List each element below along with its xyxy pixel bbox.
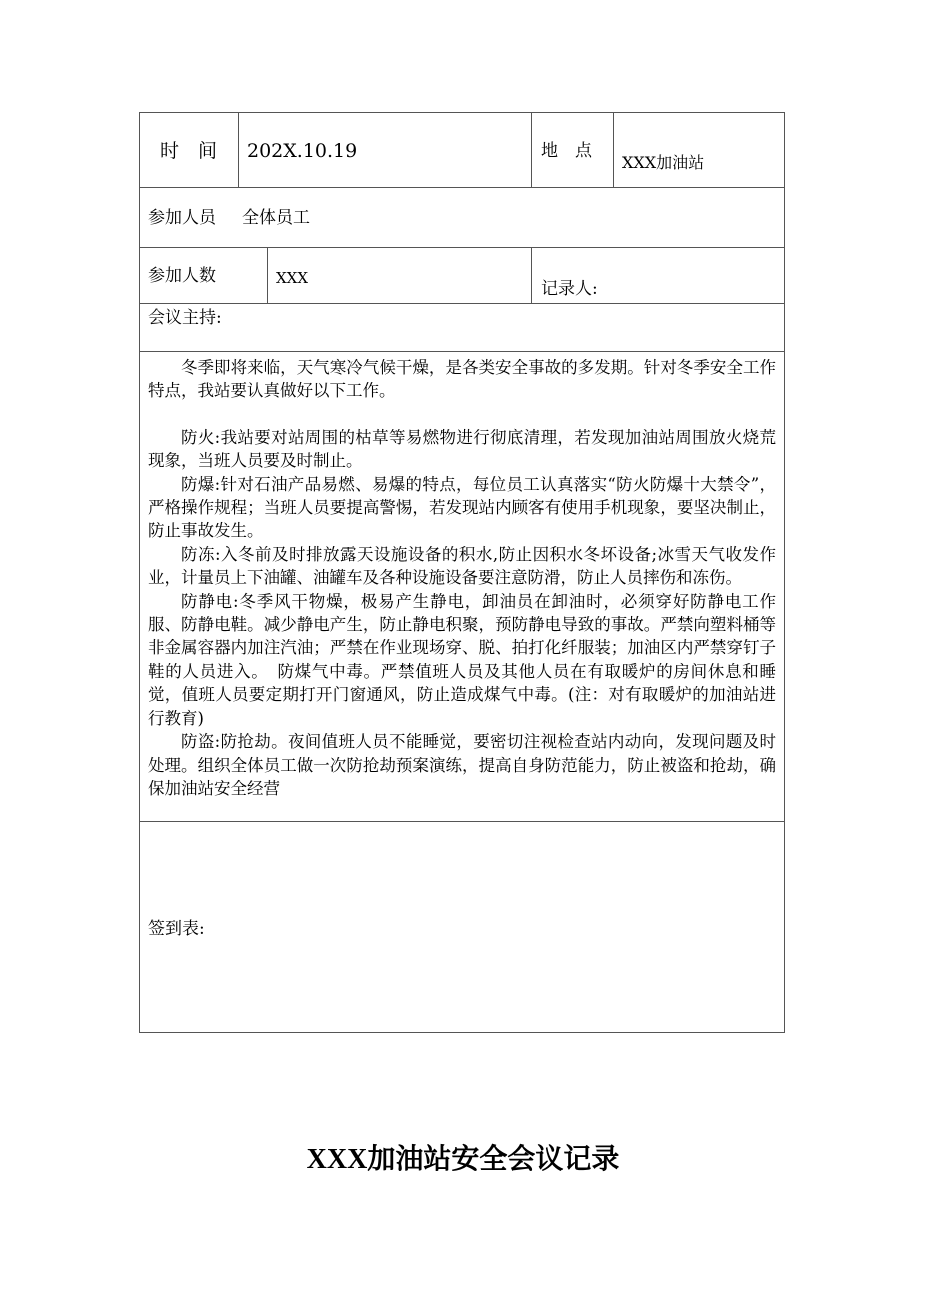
place-value: XXX加油站	[622, 153, 705, 172]
attendees-label: 参加人员	[148, 208, 216, 228]
host-label: 会议主持:	[148, 308, 222, 328]
column-divider	[267, 247, 268, 303]
row-divider	[140, 821, 784, 822]
count-label: 参加人数	[148, 266, 216, 286]
time-value: 202X.10.19	[247, 140, 358, 162]
attendees-value: 全体员工	[242, 208, 310, 228]
content-paragraph: 防冻:入冬前及时排放露天设施设备的积水,防止因积水冬坏设备;冰雪天气收发作业，计量员上下油罐、油罐车及各种设施设备要注意防滑，防止人员摔伤和冻伤。	[148, 544, 776, 588]
row-divider	[140, 303, 784, 304]
content-paragraph: 防火:我站要对站周围的枯草等易燃物进行彻底清理，若发现加油站周围放火烧荒现象，当班人员要及时制止。	[148, 427, 776, 471]
meeting-content	[148, 356, 776, 800]
column-divider	[613, 113, 614, 187]
recorder-label: 记录人:	[541, 279, 598, 299]
place-label: 地 点	[541, 141, 592, 161]
meeting-record-form	[139, 112, 785, 1033]
count-value: XXX	[276, 269, 309, 287]
row-divider	[140, 351, 784, 352]
row-divider	[140, 187, 784, 188]
document-title: XXX加油站安全会议记录	[306, 1144, 620, 1175]
column-divider	[531, 113, 532, 187]
row-divider	[140, 247, 784, 248]
time-label: 时 间	[160, 140, 218, 162]
column-divider	[531, 247, 532, 303]
content-paragraph: 防静电:冬季风干物燥，极易产生静电，卸油员在卸油时，必须穿好防静电工作服、防静电鞋。减少静电产生，防止静电积聚，预防静电导致的事故。严禁向塑料桶等非金属容器内加注汽油；严禁在作业现场穿、脱、拍打化纤服装；加油区内严禁穿钉子鞋的人员进入。 防煤气中毒。严禁值班人员及其他人员在有取暖炉的房间休息和睡觉，值班人员要定期打开门窗通风，防止造成煤气中毒。(注：对有取暖炉的加油站进行教育)	[148, 591, 776, 728]
content-paragraph: 防爆:针对石油产品易燃、易爆的特点，每位员工认真落实“防火防爆十大禁令”，严格操作规程；当班人员要提高警惕，若发现站内顾客有使用手机现象，要坚决制止，防止事故发生。	[148, 474, 776, 541]
signin-label: 签到表:	[148, 919, 205, 939]
column-divider	[238, 113, 239, 187]
content-paragraph: 冬季即将来临，天气寒冷气候干燥，是各类安全事故的多发期。针对冬季安全工作特点，我站要认真做好以下工作。	[148, 358, 776, 401]
content-paragraph: 防盗:防抢劫。夜间值班人员不能睡觉，要密切注视检查站内动向，发现问题及时处理。组织全体员工做一次防抢劫预案演练，提高自身防范能力，防止被盗和抢劫，确保加油站安全经营	[148, 732, 776, 798]
